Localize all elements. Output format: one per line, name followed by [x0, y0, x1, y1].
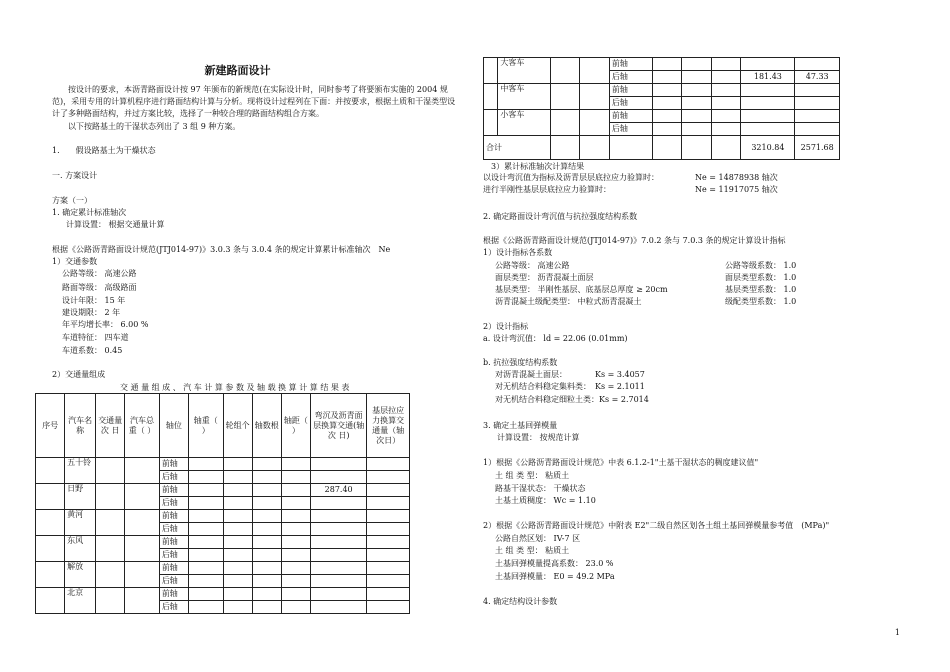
coef-right: 公路等级系数： 1.0	[725, 261, 797, 270]
soil-line: 土基土质稠度： Wc = 1.10	[495, 496, 596, 505]
table-row	[36, 510, 410, 523]
table-row	[484, 110, 840, 123]
deflection-value: 287.40	[310, 484, 366, 497]
header-cell: 轴数根	[252, 394, 281, 458]
params-heading: 1）交通参数	[52, 257, 98, 266]
header-cell: 汽车名称	[65, 394, 96, 458]
document-title: 新建路面设计	[204, 64, 271, 77]
param-line: 设计年限： 15 年	[62, 296, 126, 305]
axle-front: 前轴	[159, 536, 188, 549]
header-cell: 汽车总重（ ）	[125, 394, 160, 458]
coef-right: 级配类型系数： 1.0	[725, 297, 797, 306]
deflection-value	[310, 471, 366, 484]
traffic-heading: 2）交通量组成	[52, 370, 106, 379]
row-index	[36, 536, 65, 562]
deflection-value	[310, 575, 366, 588]
step-heading: 3. 确定土基回弹模量	[483, 421, 558, 430]
page-number: 1	[894, 628, 900, 637]
plan-label: 方案（一）	[52, 196, 92, 205]
vehicle-name: 小客车	[498, 110, 551, 136]
axle-rear: 后轴	[609, 71, 652, 84]
axle-front: 前轴	[159, 458, 188, 471]
coef-right: 面层类型系数： 1.0	[725, 273, 797, 282]
axle-front: 前轴	[609, 58, 652, 71]
param-line: 车道系数： 0.45	[62, 346, 123, 355]
subheading: 2）设计指标	[483, 322, 529, 331]
subheading: 1）设计指标各系数	[483, 248, 553, 257]
table-row	[36, 536, 410, 549]
coef-left: 公路等级： 高速公路	[495, 261, 570, 270]
axle-rear: 后轴	[159, 549, 188, 562]
header-cell: 交通量 次 日	[96, 394, 125, 458]
deflection-value	[310, 536, 366, 549]
coef-left: 沥青混凝土级配类型： 中粒式沥青混凝土	[495, 297, 642, 306]
traffic-table-left	[35, 393, 410, 614]
axle-front: 前轴	[159, 510, 188, 523]
param-line: 公路等级： 高速公路	[62, 269, 137, 278]
vehicle-name: 北京	[65, 588, 96, 614]
soil-line: 路基干湿状态： 干燥状态	[495, 484, 586, 493]
vehicle-name: 五十铃	[65, 458, 96, 484]
axle-rear: 后轴	[159, 471, 188, 484]
axle-rear: 后轴	[609, 97, 652, 110]
table-row	[36, 588, 410, 601]
deflection-value	[310, 601, 366, 614]
row-index	[36, 458, 65, 484]
result-line: 进行半刚性基层层底拉应力验算时： Ne = 11917075 轴次	[483, 185, 778, 194]
deflection-value	[310, 510, 366, 523]
ks-line: 对沥青混凝土面层： Ks = 3.4057	[495, 370, 645, 379]
axle-rear: 后轴	[159, 523, 188, 536]
row-index	[36, 588, 65, 614]
calc-setting: 计算设置： 按规范计算	[497, 433, 580, 442]
deflection-value	[310, 497, 366, 510]
coef-left: 面层类型： 沥青混凝土面层	[495, 273, 594, 282]
tensile-value	[795, 97, 840, 110]
deflection-value: 181.43	[741, 71, 795, 84]
ks-line: 对无机结合料稳定细粒土类：Ks = 2.7014	[495, 395, 649, 404]
coef-left: 基层类型： 半刚性基层、底基层总厚度 ≥ 20cm	[495, 285, 668, 294]
header-cell: 轴距（ ）	[281, 394, 310, 458]
row-index	[36, 484, 65, 510]
header-cell: 弯沉及沥青面层换算交通(轴次 日)	[310, 394, 366, 458]
soil-line: 土 组 类 型： 粘质土	[495, 546, 570, 555]
total-label: 合计	[484, 136, 551, 160]
table-row	[484, 58, 840, 71]
axle-front: 前轴	[159, 484, 188, 497]
step-heading: 1. 确定累计标准轴次	[52, 208, 127, 217]
deflection-value	[741, 97, 795, 110]
intro-paragraph: 按设计的要求，本沥青路面设计按 97 年颁布的新规范(在实际设计时，同时参考了将要颁布实施的 2004 规范)，采用专用的计算机程序进行路面结构计算与分析。现将设计过程列在下面：并按要求，根据土质和干湿类型设计了多种路面结构，并过方案比较，选择了一种较合理的路面结构组合方案。	[52, 85, 456, 118]
param-line: 车道特征： 四车道	[62, 333, 129, 342]
axle-rear: 后轴	[609, 123, 652, 136]
header-cell: 轮组个	[223, 394, 252, 458]
vehicle-name: 解放	[65, 562, 96, 588]
result-line: 以设计弯沉值为指标及沥青层层底拉应力验算时： Ne = 14878938 轴次	[483, 173, 778, 182]
axle-front: 前轴	[609, 84, 652, 97]
table-caption: 交 通 量 组 成 、 汽 车 计 算 参 数 及 轴 载 换 算 计 算 结 果 表	[120, 383, 350, 392]
axle-rear: 后轴	[159, 575, 188, 588]
section-heading-1: 1. 假设路基土为干燥状态	[52, 146, 156, 155]
header-cell: 序号	[36, 394, 65, 458]
ks-line: 对无机结合料稳定集料类： Ks = 2.1011	[495, 382, 645, 391]
total-value-tensile: 2571.68	[795, 136, 840, 160]
traffic-table-right	[483, 57, 840, 160]
intro-paragraph-2: 以下按路基土的干湿状态列出了 3 组 9 种方案。	[68, 122, 241, 131]
deflection-value	[310, 562, 366, 575]
param-line: 路面等级： 高级路面	[62, 283, 137, 292]
deflection-value	[310, 523, 366, 536]
table-row	[36, 458, 410, 471]
row-index	[36, 510, 65, 536]
deflection-value	[310, 588, 366, 601]
header-cell: 轴位	[159, 394, 188, 458]
vehicle-name: 大客车	[498, 58, 551, 84]
table-row	[36, 484, 410, 497]
table-row	[36, 562, 410, 575]
table-row	[484, 84, 840, 97]
basis-text: 根据《公路沥青路面设计规范(JTJ014-97)》3.0.3 条与 3.0.4 条的规定计算累计标准轴次 Ne	[52, 245, 391, 254]
header-cell: 基层拉应力换算交通量（轴次日）	[367, 394, 410, 458]
soil-line: 土基回弹模量提高系数： 23.0 %	[495, 559, 614, 568]
subheading: 2）根据《公路沥青路面设计规范》中附表 E2"二级自然区划各土组土基回弹模量参考值 (MPa)"	[483, 521, 830, 530]
soil-line: 土 组 类 型： 粘质土	[495, 471, 570, 480]
coef-right: 基层类型系数： 1.0	[725, 285, 797, 294]
deflection-value	[310, 458, 366, 471]
section-heading-plan: 一. 方案设计	[52, 171, 98, 180]
step-heading: 2. 确定路面设计弯沉值与抗拉强度结构系数	[483, 212, 638, 221]
row-index	[36, 562, 65, 588]
vehicle-name: 东风	[65, 536, 96, 562]
deflection-value	[741, 123, 795, 136]
design-deflection: a. 设计弯沉值： ld = 22.06 (0.01mm)	[483, 334, 628, 343]
basis-text: 根据《公路沥青路面设计规范(JTJ014-97)》7.0.2 条与 7.0.3 条的规定计算设计指标	[483, 236, 786, 245]
tensile-value	[795, 123, 840, 136]
soil-line: 公路自然区划： IV-7 区	[495, 534, 581, 543]
total-value-deflection: 3210.84	[741, 136, 795, 160]
results-heading: 3）累计标准轴次计算结果	[491, 162, 585, 171]
vehicle-name: 日野	[65, 484, 96, 510]
header-cell: 轴重（ ）	[188, 394, 223, 458]
param-line: 年平均增长率： 6.00 %	[62, 320, 149, 329]
calc-setting: 计算设置： 根据交通量计算	[66, 220, 165, 229]
axle-front: 前轴	[159, 562, 188, 575]
axle-front: 前轴	[159, 588, 188, 601]
subheading: b. 抗拉强度结构系数	[483, 358, 558, 367]
axle-rear: 后轴	[159, 601, 188, 614]
vehicle-name: 黄河	[65, 510, 96, 536]
subheading: 1）根据《公路沥青路面设计规范》中表 6.1.2-1"土基干湿状态的稠度建议值"	[483, 458, 759, 467]
step-heading: 4. 确定结构设计参数	[483, 597, 558, 606]
axle-rear: 后轴	[159, 497, 188, 510]
vehicle-name: 中客车	[498, 84, 551, 110]
soil-line: 土基回弹模量： E0 = 49.2 MPa	[495, 572, 615, 581]
deflection-value	[310, 549, 366, 562]
param-line: 建设期限： 2 年	[62, 308, 121, 317]
tensile-value: 47.33	[795, 71, 840, 84]
axle-front: 前轴	[609, 110, 652, 123]
